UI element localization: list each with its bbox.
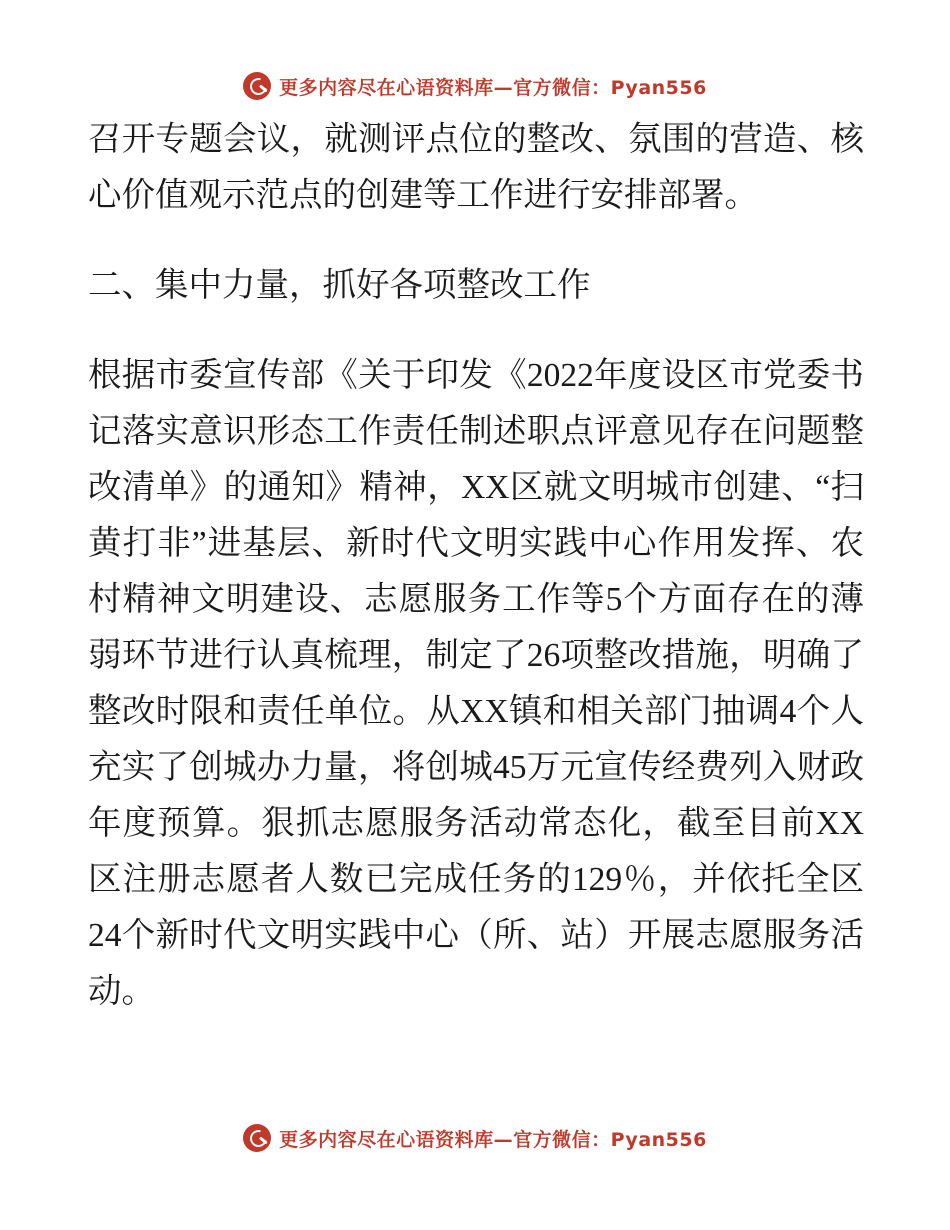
watermark-bottom	[0, 1124, 950, 1152]
watermark-top	[0, 72, 950, 100]
magnifier-logo-icon	[243, 1124, 271, 1152]
watermark-text: 更多内容尽在心语资料库—官方微信：Pyan556	[279, 1128, 707, 1151]
magnifier-logo-icon	[243, 72, 271, 100]
document-body	[88, 112, 864, 1020]
paragraph-heading-two: 二、集中力量，抓好各项整改工作	[88, 267, 591, 304]
watermark-text: 更多内容尽在心语资料库—官方微信：Pyan556	[279, 76, 707, 99]
paragraph-main-body: 根据市委宣传部《关于印发《2022年度设区市党委书记落实意识形态工作责任制述职点评意见存在问题整改清单》的通知》精神，XX区就文明城市创建、“扫黄打非”进基层、新时代文明实践中心作用发挥、农村精神文明建设、志愿服务工作等5个方面存在的薄弱环节进行认真梳理，制定了26项整改措施，明确了整改时限和责任单位。从XX镇和相关部门抽调4个人充实了创城办力量，将创城45万元宣传经费列入财政年度预算。狠抓志愿服务活动常态化，截至目前XX区注册志愿者人数已完成任务的129％，并依托全区24个新时代文明实践中心（所、站）开展志愿服务活动。	[88, 357, 864, 1010]
paragraph-continuation: 召开专题会议，就测评点位的整改、氛围的营造、核心价值观示范点的创建等工作进行安排部署。	[88, 121, 864, 214]
